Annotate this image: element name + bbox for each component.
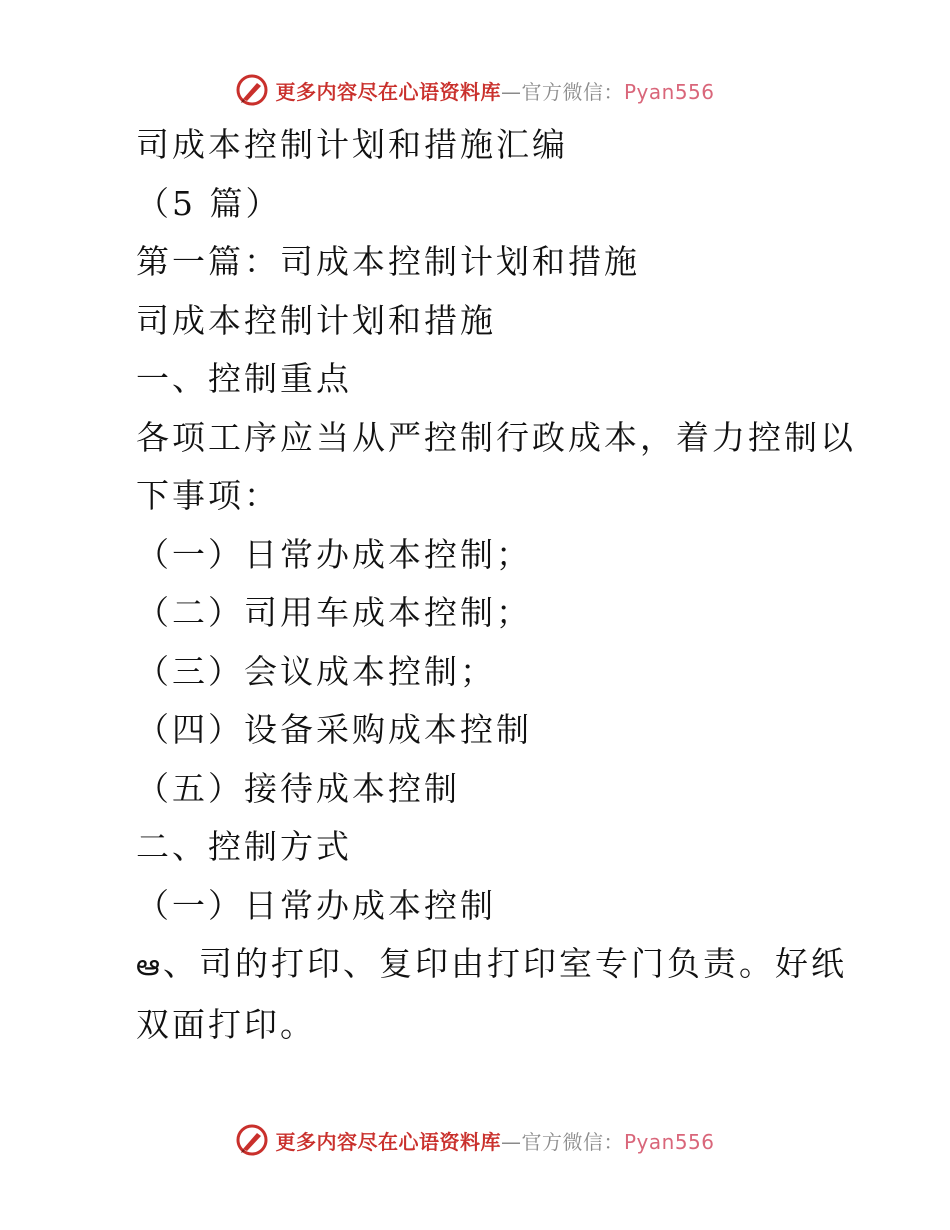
bullet-glyph-icon: ఆ	[136, 948, 163, 983]
header-watermark	[0, 68, 950, 112]
list-item: （四）设备采购成本控制	[136, 710, 532, 749]
section1-heading: 一、控制重点	[136, 359, 352, 398]
part1-heading: 第一篇：司成本控制计划和措施	[136, 242, 640, 281]
list-item: （二）司用车成本控制；	[136, 593, 532, 632]
document-title: 司成本控制计划和措施汇编	[136, 125, 568, 164]
watermark-wechat-id: Pyan556	[623, 79, 715, 104]
document-body	[98, 116, 858, 1054]
footer-watermark	[0, 1118, 950, 1162]
pen-logo-icon	[235, 73, 269, 107]
watermark-dash: —	[500, 1129, 522, 1154]
part1-title: 司成本控制计划和措施	[136, 300, 496, 340]
paragraph-1-text: 、司的打印、复印由打印室专门负责。好纸双面打印。	[136, 944, 847, 1044]
watermark-dash: —	[500, 79, 522, 104]
list-item: （三）会议成本控制；	[136, 651, 496, 691]
pen-logo-icon	[235, 1123, 269, 1157]
watermark-wechat-label: 官方微信：	[521, 79, 624, 104]
watermark-site: 更多内容尽在心语资料库	[275, 1129, 501, 1154]
watermark-site: 更多内容尽在心语资料库	[275, 79, 501, 104]
list-item: （五）接待成本控制	[136, 768, 460, 808]
subsection1-heading: （一）日常办成本控制	[136, 885, 496, 925]
list-item: （一）日常办成本控制；	[136, 534, 532, 574]
section2-heading: 二、控制方式	[136, 827, 352, 866]
watermark-text	[275, 1126, 714, 1155]
paragraph-1	[98, 935, 858, 1054]
watermark-wechat-label: 官方微信：	[521, 1129, 624, 1154]
watermark-wechat-id: Pyan556	[623, 1129, 715, 1154]
watermark-text	[275, 76, 714, 105]
document-count: （5 篇）	[136, 183, 282, 223]
section1-intro: 各项工序应当从严控制行政成本，着力控制以下事项：	[136, 417, 856, 515]
